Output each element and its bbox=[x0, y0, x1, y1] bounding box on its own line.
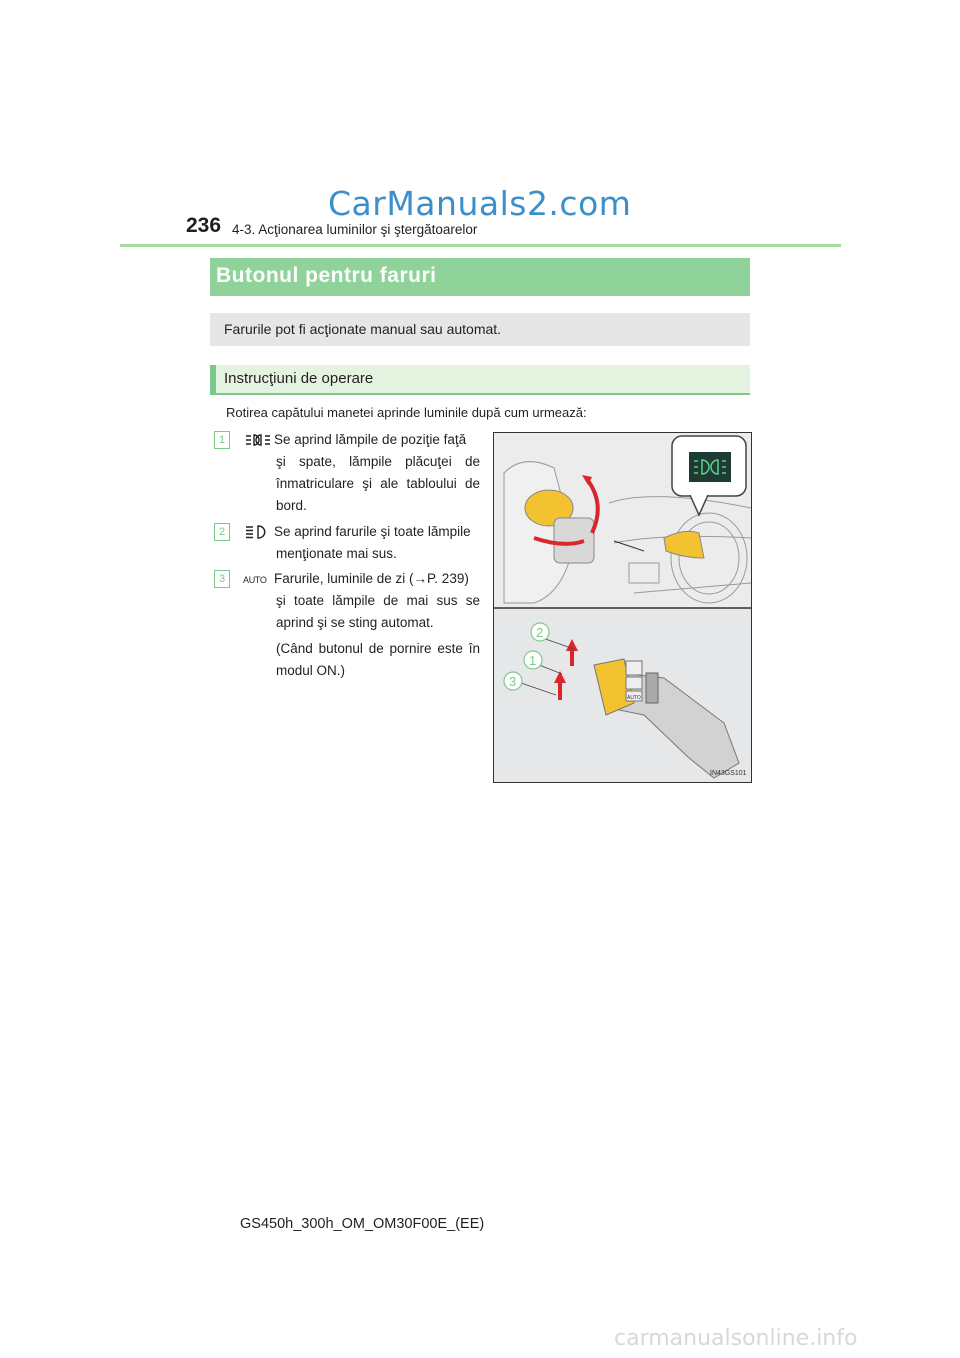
header-rule bbox=[120, 244, 841, 247]
chapter-title: 4-3. Acţionarea luminilor şi ştergătoarelor bbox=[232, 222, 478, 237]
callout-2: 2 bbox=[536, 625, 544, 640]
item-1-line1: Se aprind lămpile de poziţie faţă bbox=[274, 432, 467, 447]
item-2-line1: Se aprind farurile şi toate lămpile bbox=[274, 524, 471, 539]
section-title: Butonul pentru faruri bbox=[216, 264, 437, 287]
callout-3: 3 bbox=[509, 674, 517, 689]
subsection-accent bbox=[210, 365, 216, 395]
auto-icon: AUTO bbox=[243, 575, 267, 585]
illustration-code: IN43GS101 bbox=[710, 770, 747, 777]
item-1-rest: şi spate, lămpile plăcuţei de înmatriculare şi ale tabloului de bord. bbox=[276, 454, 480, 513]
item-2-text bbox=[238, 521, 480, 565]
item-number: 2 bbox=[214, 523, 230, 541]
watermark-logo: CarManuals2.com bbox=[328, 184, 632, 223]
item-number: 1 bbox=[214, 431, 230, 449]
lead-text: Rotirea capătului manetei aprinde luminile după cum urmează: bbox=[226, 405, 587, 420]
switch-auto-label: AUTO bbox=[627, 695, 641, 701]
item-3-rest2: (Când butonul de pornire este în modul ON.) bbox=[276, 641, 480, 678]
footer-doc-id: GS450h_300h_OM_OM30F00E_(EE) bbox=[240, 1216, 485, 1232]
subsection-title: Instrucţiuni de operare bbox=[224, 370, 374, 387]
item-2-rest: menţionate mai sus. bbox=[276, 546, 397, 561]
item-3-rest: şi toate lămpile de mai sus se aprind şi se sting automat. bbox=[276, 593, 480, 630]
watermark-bottom: carmanualsonline.info bbox=[614, 1326, 858, 1351]
item-1-text bbox=[238, 429, 480, 517]
item-number: 3 bbox=[214, 570, 230, 588]
item-3-line1: Farurile, luminile de zi (→P. 239) bbox=[274, 571, 469, 586]
item-3-text bbox=[238, 568, 480, 682]
callout-1: 1 bbox=[529, 653, 537, 668]
intro-text: Farurile pot fi acţionate manual sau automat. bbox=[224, 321, 502, 337]
headlight-switch-illustration bbox=[493, 432, 752, 783]
page-number: 236 bbox=[186, 214, 222, 237]
